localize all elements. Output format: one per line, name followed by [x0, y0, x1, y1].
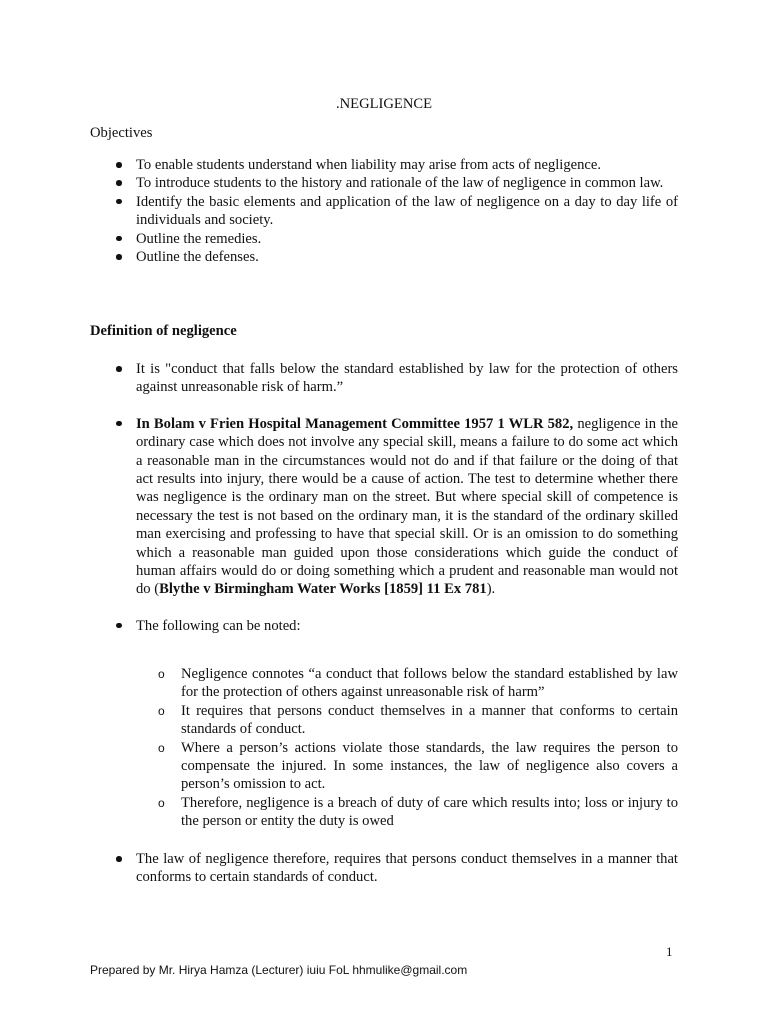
objective-item: To enable students understand when liability may arise from acts of negligence.: [113, 156, 678, 174]
conclusion-list: [113, 850, 678, 887]
bolam-body: negligence in the ordinary case which does not involve any special skill, means a failure to do some act which a reasonable man in the circumstances would not do and if that failure or the doing of that act results into injury, there would be a cause of action. The test to determine whether there was negligence is the ordinary man on the street. But where special skill of competence is necessary the test is not based on the ordinary man, it is the standard of the ordinary skilled man exercising and professing to have that special skill. Or is an omission to do something which a reasonable man guided upon those considerations which guide the conduct of human affairs would do or doing something which a prudent and reasonable man would not do (: [136, 415, 678, 598]
objectives-list: [113, 156, 678, 266]
objectives-label: Objectives: [90, 125, 153, 141]
objective-item: To introduce students to the history and rationale of the law of negligence in common law.: [113, 174, 678, 192]
noted-point: o It requires that persons conduct themselves in a manner that conforms to certain standards of conduct.: [157, 702, 678, 739]
noted-points-list: [157, 665, 678, 831]
page-footer: Prepared by Mr. Hirya Hamza (Lecturer) iuiu FoL hhmulike@gmail.com: [90, 963, 468, 977]
definition-list: [113, 360, 678, 653]
objective-item: Outline the remedies.: [113, 230, 678, 248]
bolam-tail: ).: [486, 581, 496, 598]
objective-item: Identify the basic elements and application of the law of negligence on a day to day life of individuals and society.: [113, 193, 678, 230]
definition-quote: It is "conduct that falls below the standard established by law for the protection of others against unreasonable risk of harm.”: [113, 360, 678, 397]
noted-point: o Therefore, negligence is a breach of duty of care which results into; loss or injury to the person or entity the duty is owed: [157, 794, 678, 831]
bolam-paragraph: [113, 415, 678, 599]
page-title: .NEGLIGENCE: [335, 96, 433, 112]
page-number: 1: [666, 944, 673, 959]
bolam-case-citation: In Bolam v Frien Hospital Management Committee 1957 1 WLR 582,: [136, 415, 574, 432]
noted-point: o Negligence connotes “a conduct that follows below the standard established by law for the protection of others against unreasonable risk of harm”: [157, 665, 678, 702]
noted-intro: The following can be noted:: [113, 617, 678, 635]
blythe-case-citation: Blythe v Birmingham Water Works [1859] 11 Ex 781: [159, 581, 487, 598]
objective-item: Outline the defenses.: [113, 248, 678, 266]
noted-point: o Where a person’s actions violate those standards, the law requires the person to compensate the injured. In some instances, the law of negligence also covers a person’s omission to act.: [157, 739, 678, 794]
conclusion-item: The law of negligence therefore, requires that persons conduct themselves in a manner that conforms to certain standards of conduct.: [113, 850, 678, 887]
definition-heading: Definition of negligence: [90, 323, 237, 339]
